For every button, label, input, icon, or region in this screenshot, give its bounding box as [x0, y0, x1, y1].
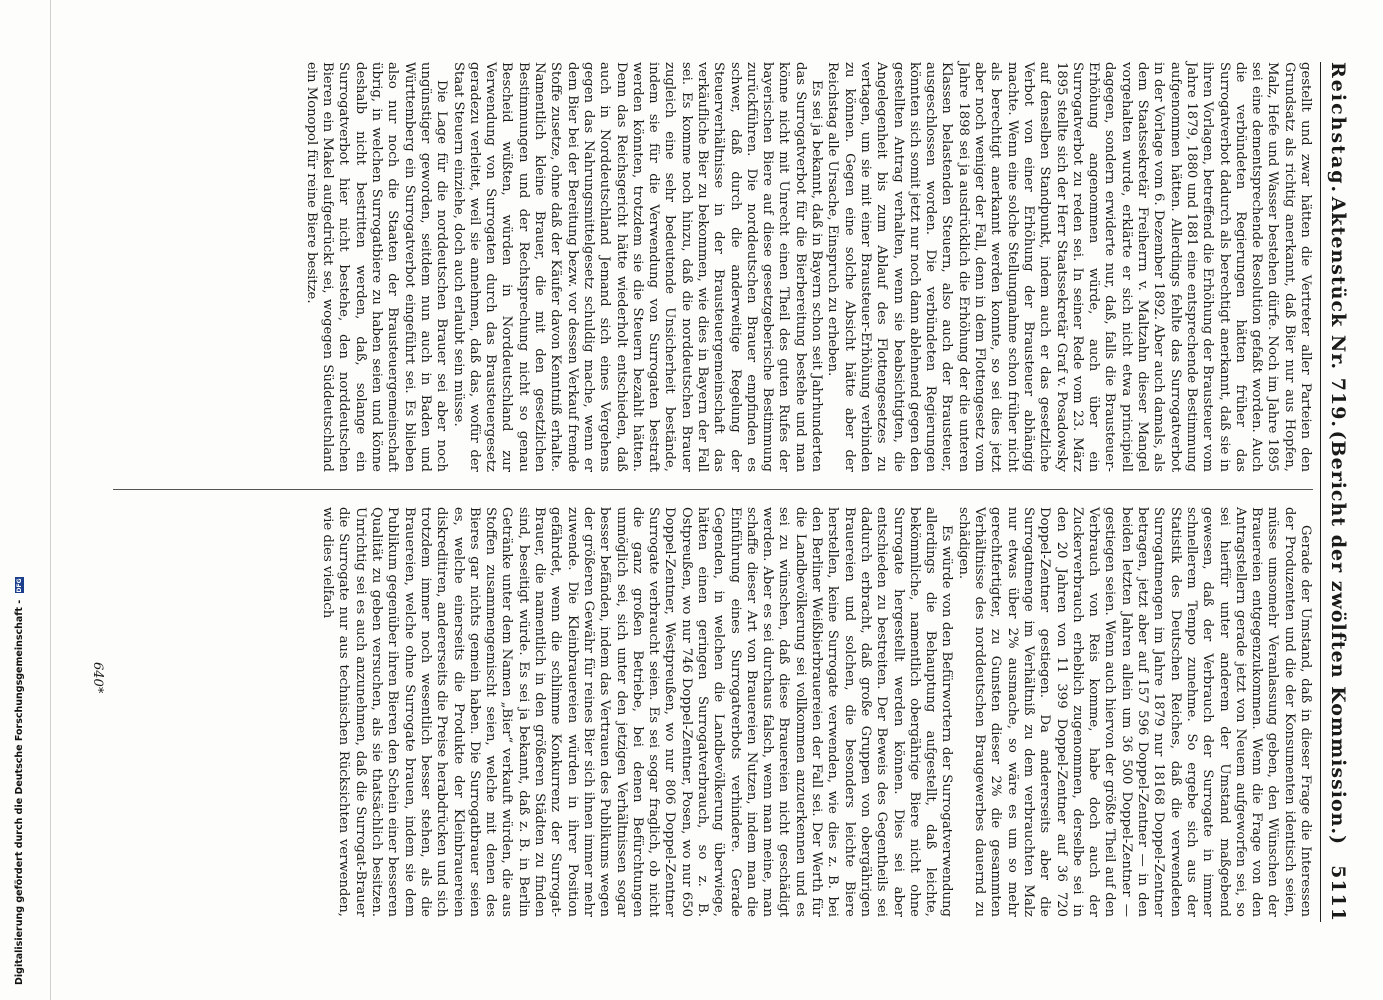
dfg-logo-icon: DFG [16, 578, 23, 593]
column-divider [113, 489, 1313, 490]
left-paragraph-2: Es sei ja bekannt, daß in Bayern schon seit Jahrhunderten das Surrogatverbot für die Bierbereitung bestehe und man könne nicht mit Unrecht einen Theil des guten Rufes der bayerischen Biere auf diese gesetzgeberische Bestimmung zurückführen. Die norddeutschen Brauer empfinden es schwer, daß durch die anderweitige Regelung der Steuerverhältnisse in der Brausteuergemeinschaft das verkäufliche Bier zu bekommen, wie dies in Bayern der Fall sei. Es komme noch hinzu, daß die norddeutschen Brauer zugleich eine sehr bedeutende Unsicherheit bestände, indem sie für die Verwendung von Surrogaten bestraft werden könnten, trotzdem sie die Steuern bezahlt hätten. Denn das Reichsgericht hätte wiederholt entschieden, daß auch in Norddeutschland Jemand sich eines Vergehens gegen das Nahrungsmittelgesetz schuldig mache, wenn er dem Bier bei der Bereitung bezw. vor dessen Verkauf fremde Stoffe zusetze, ohne daß der Käufer davon Kenntniß erhalte. Namentlich kleine Brauer, die mit den gesetzlichen Bestimmungen und der Rechtsprechung nicht so genau Bescheid wüßten, würden in Norddeutschland zur Verwendung von Surrogaten durch das Brausteuergesetz geradezu verleitet, weil sie annehmen, daß das, wofür der Staat Steuern einziehe, doch auch erlaubt sein müsse. [450, 62, 825, 472]
right-column [319, 507, 1313, 917]
document-page [90, 62, 1355, 922]
left-paragraph-1: gestellt und zwar hätten die Vertreter aller Parteien den Grundsatz als richtig anerkannt, daß Bier nur aus Hopfen, Malz, Hefe und Wasser bestehen dürfe. Noch im Jahre 1895 sei eine dementsprechende Resolution gefaßt worden. Auch die verbündeten Regierungen hätten früher das Surrogatverbot dadurch als berechtigt anerkannt, daß sie in ihren Vorlagen, betreffend die Erhöhung der Brausteuer vom Jahre 1879, 1880 und 1881 eine entsprechende Bestimmung aufgenommen hätten. Allerdings fehlte das Surrogatverbot in der Vorlage vom 6. Dezember 1892. Aber auch damals, als dem Staatssekretär Freiherrn v. Maltzahn dieser Mangel vorgehalten wurde, erklärte er sich nicht etwa principiell dagegen, sondern erwiderte nur, daß, falls die Brausteuer-Erhöhung angenommen würde, auch über ein Surrogatverbot zu reden sei. In seiner Rede vom 23. März 1895 stellte sich der Herr Staatssekretär Graf v. Posadowsky auf denselben Standpunkt, indem auch er das gesetzliche Verbot von einer Erhöhung der Brausteuer abhängig machte. Wenn eine solche Stellungnahme schon früher nicht als berechtigt anerkannt werden konnte, so sei dies jetzt aber noch weniger der Fall, denn in dem Flottengesetz vom Jahre 1898 sei ja ausdrücklich die Erhöhung der die unteren Klassen belastenden Steuern, also auch der Brausteuer, ausgeschlossen worden. Die verbündeten Regierungen könnten sich somit jetzt nur noch dann ablehnend gegen den gestellten Antrag verhalten, wenn sie beabsichtigten, die Angelegenheit bis zum Ablauf des Flottengesetzes zu vertagen, um sie mit einer Brausteuer-Erhöhung verbinden zu können. Gegen eine solche Absicht hätte aber der Reichstag alle Ursache, Einspruch zu erheben. [825, 62, 1313, 473]
left-paragraph-3: Die Lage für die norddeutschen Brauer sei aber noch ungünstiger geworden, seitdem nun auch in Baden und Württemberg ein Surrogatverbot eingeführt sei. Es blieben also nur noch die Staaten der Brausteuergemeinschaft übrig, in welchen Surrogatbiere zu haben seien und könne deshalb nicht bestritten werden, daß, solange ein Surrogatverbot hier nicht bestehe, den norddeutschen Bieren ein Makel aufgedrückt sei, wogegen Süddeutschland ein Monopol für reine Biere besitze. [303, 62, 450, 472]
digitization-note-text: Digitalisierung gefördert durch die Deutsche Forschungsgemeinschaft - [14, 599, 25, 985]
left-column [303, 62, 1313, 472]
page-header [1320, 62, 1355, 922]
page-number: 5111 [1327, 865, 1349, 922]
signature-mark: 640* [90, 662, 105, 694]
header-document-number: Aktenstück Nr. 719. [1327, 196, 1349, 429]
header-title: Reichstag. [1327, 62, 1349, 195]
header-section: (Bericht der zwölften Kommission.) [1327, 430, 1349, 846]
digitization-note [14, 577, 25, 985]
scan-edge [50, 0, 51, 1000]
right-paragraph-2: Es würde von den Befürwortern der Surrogatverwendung allerdings die Behauptung aufgestellt, daß leichte, bekömmliche, namentlich obergährige Biere nicht ohne Surrogate hergestellt werden können. Dies sei aber entschieden zu bestreiten. Der Beweis des Gegentheils sei dadurch erbracht, daß große Gruppen von obergährigen Brauereien und solchen, die besonders leichte Biere herstellen, keine Surrogate verwenden, wie dies z. B. bei den Berliner Weißbierbrauereien der Fall sei. Der Werth für die Landbevölkerung sei vollkommen anzuerkennen und es sei zu wünschen, daß diese Brauereien nicht geschädigt werden. Aber es sei durchaus falsch, wenn man meine, man schaffe dieser Art von Brauereien Nutzen, indem man die Einführung eines Surrogatverbots verhindere. Gerade Gegenden, in welchen die Landbevölkerung überwiege, hätten einen geringen Surrogatverbrauch, so z. B. Ostpreußen, wo nur 746 Doppel-Zentner, Posen, wo nur 650 Doppel-Zentner, Westpreußen, wo nur 806 Doppel-Zentner Surrogate verbraucht seien. Es sei sogar fraglich, ob nicht die ganz großen Betriebe, bei denen Befürchtungen unmöglich sei, sich unter den jetzigen Verhältnissen sogar besser befänden, indem das Vertrauen des Publikums wegen der größeren Gewähr für reines Bier sich ihnen immer mehr zuwende. Die Kleinbrauereien würden in ihrer Position gefährdet, wenn die schlimme Konkurrenz der Surrogat-Brauer, die namentlich in den größeren Städten zu finden sind, beseitigt würde. Es sei ja bekannt, daß z. B. in Berlin Getränke unter dem Namen „Bier“ verkauft würden, die aus Stoffen zusammengemischt seien, welche mit denen des Bieres gar nichts gemein haben. Die Surrogatbrauer seien es, welche einerseits die Produkte der Kleinbrauereien diskreditiren, andererseits die Preise herabdrücken und sich trotzdem immer noch wesentlich besser stehen, als die Brauereien, welche ohne Surrogate brauen, indem sie dem Publikum gegenüber ihren Bieren den Schein einer besseren Qualität zu geben versuchen, als sie thatsächlich besitzen. Unrichtig sei es auch anzunehmen, daß die Surrogat-Brauer die Surrogate nur aus technischen Rücksichten verwenden, wie dies vielfach [320, 507, 955, 917]
right-paragraph-1: Gerade der Umstand, daß in dieser Frage die Interessen der Produzenten und die der Konsumenten identisch seien, müsse umsomehr Veranlassung geben, den Wünschen der Brauereien entgegenzukommen. Wenn die Frage von den Antragstellern gerade jetzt von Neuem aufgeworfen sei, so sei hierfür unter anderem der Umstand maßgebend gewesen, daß der Verbrauch der Surrogate in immer schnellerem Tempo zunehme. So ergebe sich aus der Statistik des Deutschen Reiches, daß die verwendeten Surrogatmengen im Jahre 1879 nur 18168 Doppel-Zentner betragen, jetzt aber auf 157 596 Doppel-Zentner — in den beiden letzten Jahren allein um 36 500 Doppel-Zentner — gestiegen seien. Wenn auch hiervon der größte Theil auf den Verbrauch von Reis komme, habe doch auch der Zuckerverbrauch erheblich zugenommen, derselbe sei in den 20 Jahren von 11 399 Doppel-Zentner auf 36 720 Doppel-Zentner gestiegen. Da andererseits aber die Surrogatmenge im Verhältniß zu dem verbrauchten Malz nur etwas über 2% ausmache, so wäre es um so mehr gerechtfertigter, zu Gunsten dieser 2% die gesammten Verhältnisse des norddeutschen Braugewerbes dauernd zu schädigen. [955, 507, 1313, 917]
